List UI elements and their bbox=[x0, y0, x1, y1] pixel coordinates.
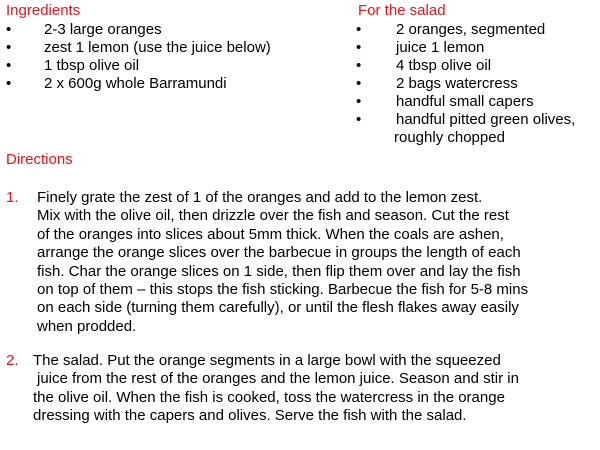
step-line: Mix with the olive oil, then drizzle over the fish and season. Cut the rest bbox=[37, 207, 509, 225]
list-item bbox=[356, 93, 600, 111]
step-number: 1. bbox=[6, 189, 19, 206]
bullet-icon: • bbox=[356, 75, 362, 92]
step-line: dressing with the capers and olives. Serve the fish with the salad. bbox=[33, 407, 467, 425]
step-line: of the oranges into slices about 5mm thick. When the coals are ashen, bbox=[37, 225, 504, 243]
salad-item-continuation: roughly chopped bbox=[394, 129, 505, 146]
salad-item-text: handful small capers bbox=[396, 93, 534, 110]
step-line: juice from the rest of the oranges and the lemon juice. Season and stir in bbox=[37, 370, 519, 388]
bullet-icon: • bbox=[6, 21, 12, 38]
step-line: when prodded. bbox=[37, 317, 137, 335]
step-number: 2. bbox=[6, 352, 19, 369]
bullet-icon: • bbox=[356, 21, 362, 38]
ingredients-list bbox=[6, 21, 346, 93]
ingredient-text: 2-3 large oranges bbox=[44, 21, 162, 38]
bullet-icon: • bbox=[356, 93, 362, 110]
salad-item-text: 4 tbsp olive oil bbox=[396, 57, 492, 74]
step-line: the olive oil. When the fish is cooked, toss the watercress in the orange bbox=[33, 388, 505, 406]
salad-list bbox=[356, 21, 600, 147]
step-line: arrange the orange slices over the barbecue in groups the length of each bbox=[37, 244, 521, 262]
step-line: fish. Char the orange slices on 1 side, then flip them over and lay the fish bbox=[37, 262, 521, 280]
ingredient-text: zest 1 lemon (use the juice below) bbox=[44, 39, 271, 56]
salad-item-text: juice 1 lemon bbox=[396, 39, 485, 56]
list-item bbox=[356, 21, 600, 39]
step-line: The salad. Put the orange segments in a large bowl with the squeezed bbox=[33, 352, 501, 369]
step-line: on each side (turning them carefully), or until the flesh flakes away easily bbox=[37, 299, 519, 317]
salad-item-text: 2 bags watercress bbox=[396, 75, 518, 92]
list-item bbox=[6, 39, 346, 57]
list-item bbox=[356, 75, 600, 93]
salad-heading: For the salad bbox=[358, 2, 446, 19]
list-item bbox=[356, 57, 600, 75]
list-item bbox=[6, 21, 346, 39]
direction-step-1 bbox=[37, 189, 528, 336]
list-item bbox=[356, 39, 600, 57]
bullet-icon: • bbox=[356, 111, 362, 128]
ingredient-text: 1 tbsp olive oil bbox=[44, 57, 140, 74]
bullet-icon: • bbox=[6, 75, 12, 92]
directions-heading: Directions bbox=[6, 151, 73, 168]
ingredients-heading: Ingredients bbox=[6, 2, 81, 19]
salad-item-text: handful pitted green olives, bbox=[396, 111, 576, 128]
list-item bbox=[6, 75, 346, 93]
direction-step-2 bbox=[33, 352, 519, 426]
bullet-icon: • bbox=[356, 39, 362, 56]
bullet-icon: • bbox=[6, 39, 12, 56]
list-item bbox=[6, 57, 346, 75]
step-line: on top of them – this stops the fish sticking. Barbecue the fish for 5-8 mins bbox=[37, 281, 529, 299]
ingredient-text: 2 x 600g whole Barramundi bbox=[44, 75, 227, 92]
salad-item-text: 2 oranges, segmented bbox=[396, 21, 546, 38]
bullet-icon: • bbox=[356, 57, 362, 74]
list-item bbox=[356, 111, 600, 147]
bullet-icon: • bbox=[6, 57, 12, 74]
step-line: Finely grate the zest of 1 of the oranges and add to the lemon zest. bbox=[37, 189, 483, 206]
